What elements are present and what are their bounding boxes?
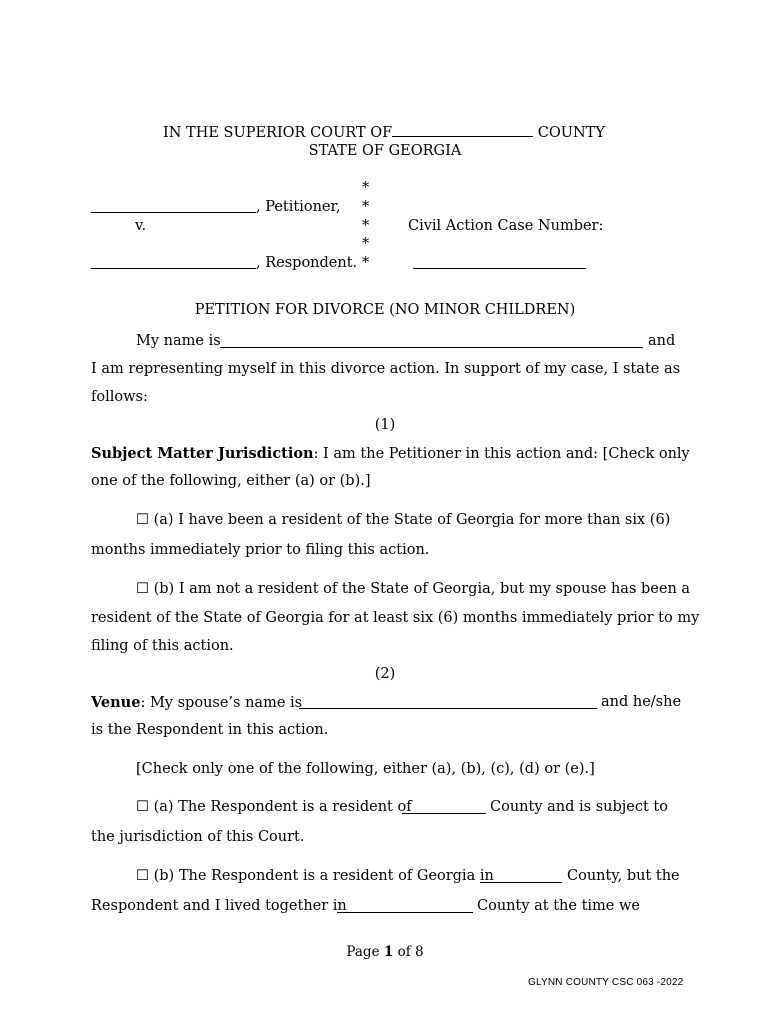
option-2a-suffix: County and is subject to (490, 799, 668, 815)
page-of: of 8 (397, 944, 424, 960)
option-2a-line-2: the jurisdiction of this Court. (91, 829, 305, 845)
option-2b (136, 868, 494, 884)
option-1b-line-3: filing of this action. (91, 638, 234, 654)
county-blank[interactable] (392, 124, 533, 137)
case-number-label: Civil Action Case Number: (408, 218, 604, 234)
section-2-number: (2) (374, 666, 396, 682)
checkbox-1b[interactable]: ☐ (136, 581, 149, 597)
checkbox-1a[interactable]: ☐ (136, 512, 149, 528)
state-heading: STATE OF GEORGIA (308, 143, 462, 159)
court-heading (163, 124, 605, 141)
venue-check-instruction: [Check only one of the following, either (a), (b), (c), (d) or (e).] (136, 761, 595, 777)
venue-spouse-prefix: : My spouse’s name is (140, 695, 303, 711)
option-2b-line-2-prefix: Respondent and I lived together in (91, 898, 347, 914)
option-1a-text: (a) I have been a resident of the State of Georgia for more than six (6) (153, 512, 671, 528)
option-1a-line-2: months immediately prior to filing this action. (91, 542, 430, 558)
option-1a (136, 512, 670, 528)
page-indicator (0, 944, 770, 960)
court-prefix: IN THE SUPERIOR COURT OF (163, 125, 393, 141)
case-number-blank[interactable] (413, 268, 586, 269)
respondent-georgia-county-blank[interactable] (480, 882, 562, 883)
option-1b-line-2: resident of the State of Georgia for at least six (6) months immediately prior to my (91, 610, 700, 626)
intro-line-2: I am representing myself in this divorce action. In support of my case, I state as (91, 361, 681, 377)
petitioner-label: , Petitioner, (256, 199, 341, 215)
petitioner-name-blank[interactable] (91, 212, 256, 213)
intro-line-3: follows: (91, 389, 148, 405)
form-code: GLYNN COUNTY CSC 063 -2022 (528, 977, 684, 988)
subject-matter-text: : I am the Petitioner in this action and: [Check only (313, 446, 690, 462)
checkbox-2a[interactable]: ☐ (136, 799, 149, 815)
section-1-number: (1) (374, 417, 396, 433)
respondent-label: , Respondent. (256, 255, 358, 271)
venue-heading-line (91, 694, 302, 711)
page-prefix: Page (346, 944, 380, 960)
checkbox-2b[interactable]: ☐ (136, 868, 149, 884)
caption-star: * (362, 180, 370, 196)
page-number: 1 (383, 944, 394, 960)
caption-star: * (362, 236, 370, 252)
option-1b (136, 581, 690, 597)
section-1-heading-line (91, 445, 690, 462)
subject-matter-heading: Subject Matter Jurisdiction (91, 445, 314, 462)
option-1b-text: (b) I am not a resident of the State of Georgia, but my spouse has been a (153, 581, 691, 597)
spouse-name-blank[interactable] (299, 708, 597, 709)
intro-name-and: and (648, 333, 676, 349)
petition-title: PETITION FOR DIVORCE (NO MINOR CHILDREN) (194, 302, 576, 318)
venue-spouse-suffix: and he/she (601, 694, 682, 710)
venue-line-2: is the Respondent in this action. (91, 722, 329, 738)
respondent-name-blank[interactable] (91, 268, 256, 269)
option-2a-prefix: (a) The Respondent is a resident of (153, 799, 412, 815)
intro-name-prefix: My name is (136, 333, 221, 349)
lived-together-county-blank[interactable] (337, 912, 473, 913)
option-2b-line-2-suffix: County at the time we (477, 898, 640, 914)
option-2b-suffix: County, but the (567, 868, 680, 884)
caption-star: * (362, 255, 370, 271)
option-2a (136, 799, 412, 815)
versus-label: v. (135, 218, 147, 234)
respondent-county-blank[interactable] (402, 813, 486, 814)
caption-star: * (362, 218, 370, 234)
my-name-blank[interactable] (220, 347, 643, 348)
venue-heading: Venue (91, 694, 141, 711)
court-suffix: COUNTY (537, 125, 605, 141)
option-2b-prefix: (b) The Respondent is a resident of Georgia in (153, 868, 494, 884)
caption-star: * (362, 199, 370, 215)
section-1-line-2: one of the following, either (a) or (b).] (91, 473, 371, 489)
